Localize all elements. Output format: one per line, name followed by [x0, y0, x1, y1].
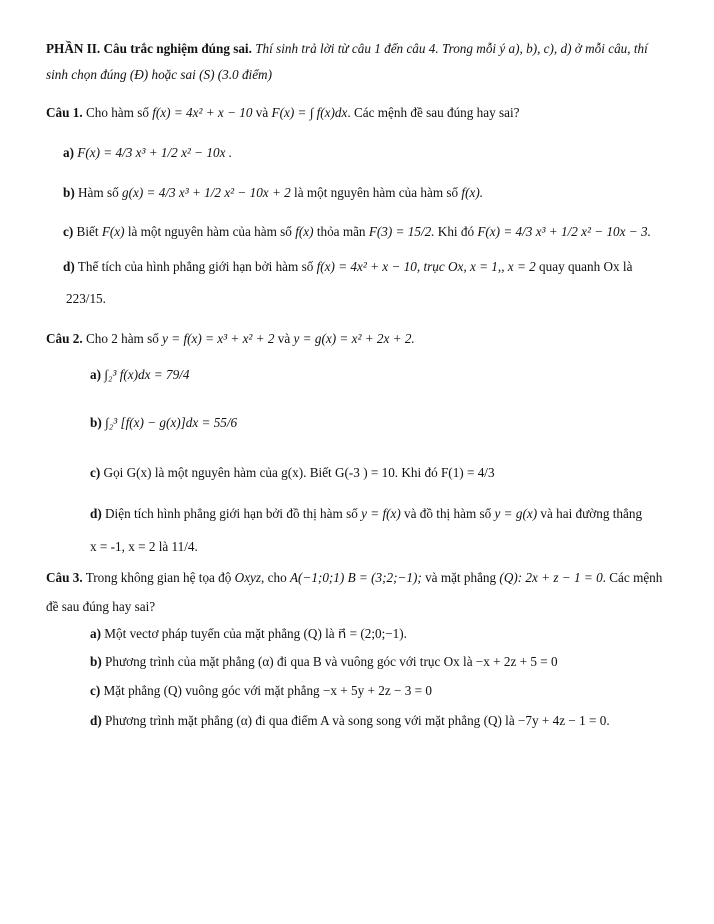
q2-option-d-cont: x = -1, x = 2 là 11/4. [90, 539, 198, 554]
q1-option-d: d) Thể tích của hình phẳng giới hạn bởi hàm số f(x) = 4x² + x − 10, trục Ox, x = 1,, x = 2 quay quanh Ox là [63, 259, 633, 274]
section-header [46, 40, 648, 58]
section-title: PHẦN II. Câu trắc nghiệm đúng sai. [46, 41, 252, 56]
q1-option-c: c) Biết F(x) là một nguyên hàm của hàm số f(x) thỏa mãn F(3) = 15/2. Khi đó F(x) = 4/3 x³ + 1/2 x² − 10x − 3. [63, 224, 651, 239]
q3-intro: Câu 3. Trong không gian hệ tọa độ Oxyz, cho A(−1;0;1) B = (3;2;−1); và mặt phẳng (Q): 2x + z − 1 = 0. Các mệnh [46, 570, 663, 585]
section-instruction-cont: sinh chọn đúng (Đ) hoặc sai (S) (3.0 điểm) [46, 67, 272, 82]
q2-option-b: b) ∫₂³ [f(x) − g(x)]dx = 55/6 [90, 415, 238, 430]
q1-option-b: b) Hàm số g(x) = 4/3 x³ + 1/2 x² − 10x + 2 là một nguyên hàm của hàm số f(x). [63, 185, 484, 200]
q1-option-a: a) F(x) = 4/3 x³ + 1/2 x² − 10x . [63, 145, 233, 160]
q2-option-c: c) Gọi G(x) là một nguyên hàm của g(x). Biết G(-3 ) = 10. Khi đó F(1) = 4/3 [90, 465, 495, 480]
q2-intro: Câu 2. Cho 2 hàm số y = f(x) = x³ + x² + 2 và y = g(x) = x² + 2x + 2. [46, 331, 415, 346]
q3-option-b: b) Phương trình của mặt phẳng (α) đi qua B và vuông góc với trục Ox là −x + 2z + 5 = 0 [90, 654, 558, 669]
q1-option-d-value: 223/15. [66, 291, 106, 306]
q3-option-d: d) Phương trình mặt phẳng (α) đi qua điểm A và song song với mặt phẳng (Q) là −7y + 4z − 1 = 0. [90, 713, 610, 728]
q3-option-c: c) Mặt phẳng (Q) vuông góc với mặt phẳng −x + 5y + 2z − 3 = 0 [90, 683, 432, 698]
q3-intro-cont: đề sau đúng hay sai? [46, 599, 156, 614]
q2-option-d: d) Diện tích hình phẳng giới hạn bởi đồ thị hàm số y = f(x) và đồ thị hàm số y = g(x) và hai đường thẳng [90, 506, 643, 521]
section-instruction: Thí sinh trả lời từ câu 1 đến câu 4. Trong mỗi ý a), b), c), d) ở mỗi câu, thí [255, 41, 648, 56]
q1-intro: Câu 1. Cho hàm số f(x) = 4x² + x − 10 và F(x) = ∫ f(x)dx. Các mệnh đề sau đúng hay sai? [46, 105, 520, 120]
q2-option-a: a) ∫₂³ f(x)dx = 79/4 [90, 367, 190, 382]
q3-option-a: a) Một vectơ pháp tuyến của mặt phẳng (Q) là n⃗ = (2;0;−1). [90, 626, 407, 641]
